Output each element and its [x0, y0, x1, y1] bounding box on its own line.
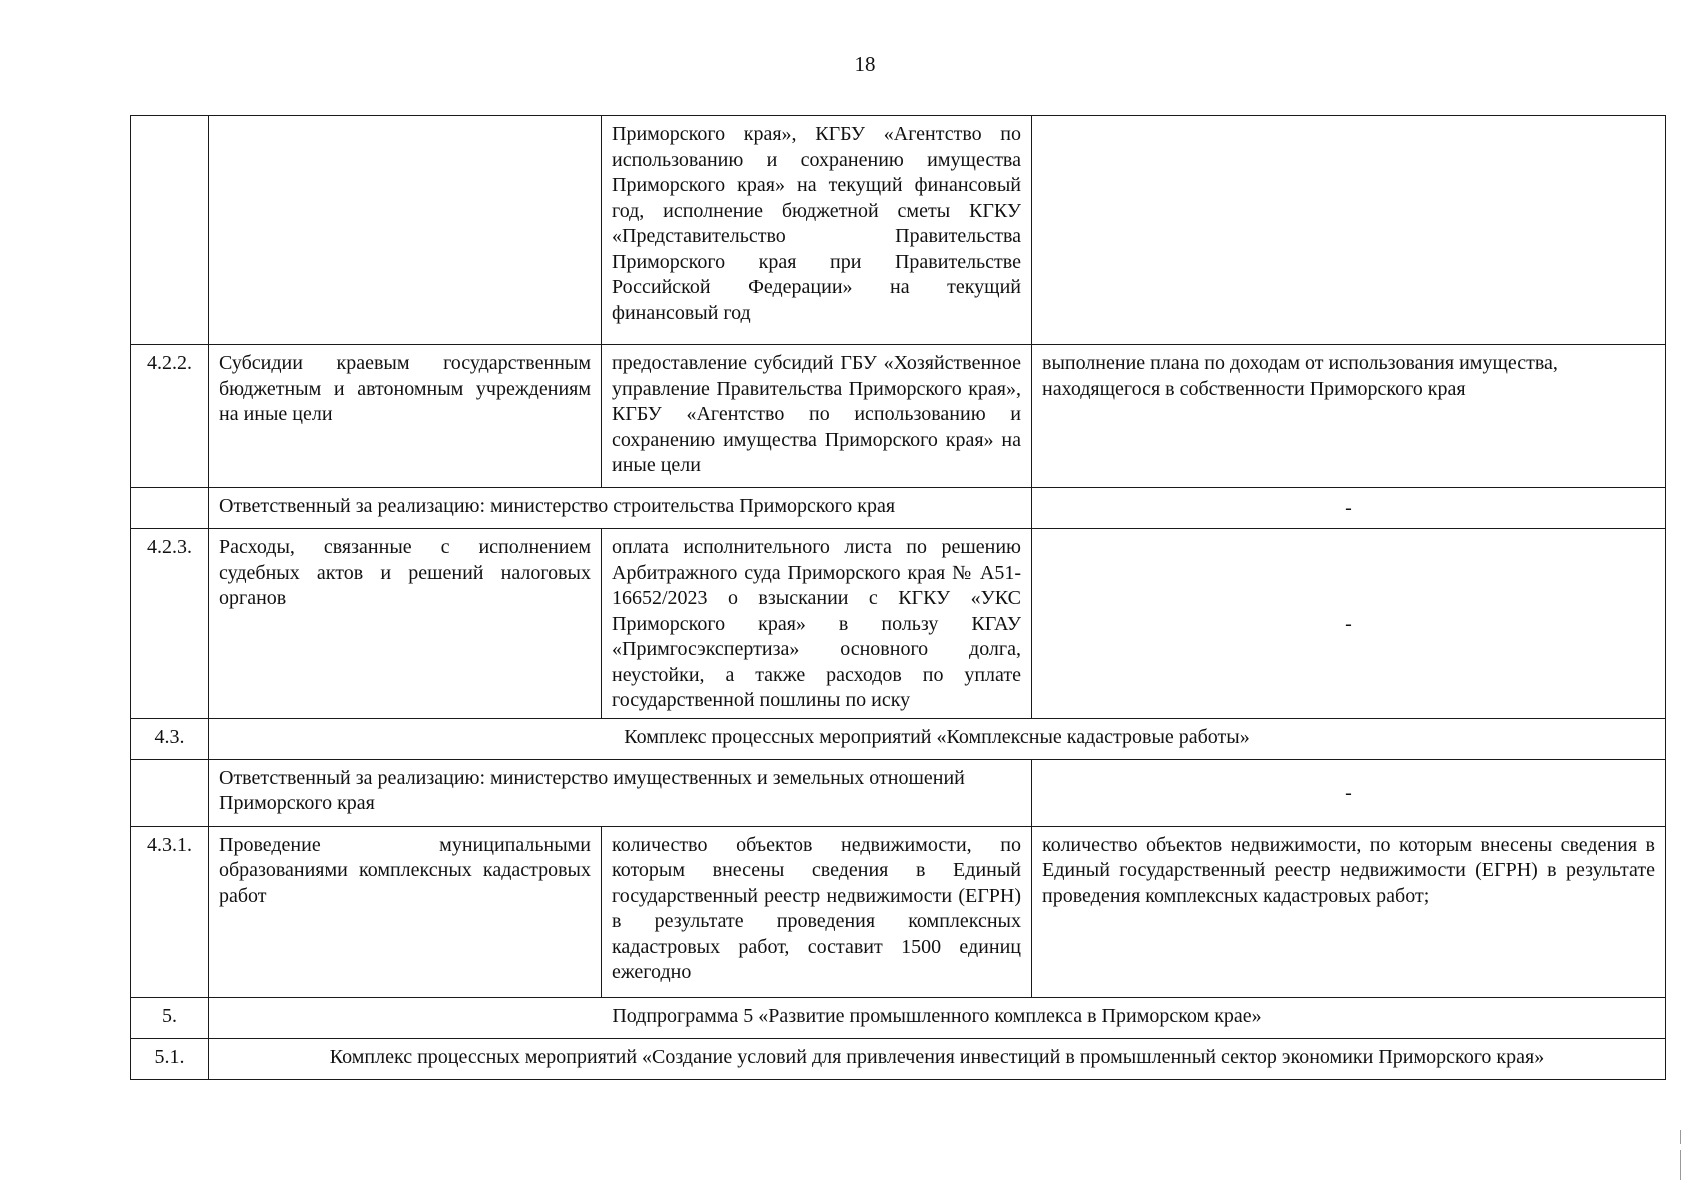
page-number: 18 [854, 52, 876, 76]
measure-result: - [1032, 529, 1666, 719]
row-number: 5. [131, 997, 209, 1038]
measure-action: оплата исполнительного листа по решению Арбитражного суда Приморского края № А51-16652/2023 о взыскании с КГКУ «УКС Приморского края» в пользу КГАУ «Примгосэкспертиза» основного долга, неустойки, а также расходов по уплате государственной пошлины по иску [602, 529, 1032, 719]
measures-table [130, 115, 1666, 1080]
scan-artifact-line [1680, 1150, 1681, 1180]
measure-name: Расходы, связанные с исполнением судебных актов и решений налоговых органов [209, 529, 602, 719]
section-row [131, 718, 1666, 759]
row-number: 4.2.2. [131, 345, 209, 488]
row-number: 5.1. [131, 1038, 209, 1079]
measure-name: Субсидии краевым государственным бюджетным и автономным учреждениям на иные цели [209, 345, 602, 488]
row-number [131, 116, 209, 345]
row-number: 4.3. [131, 718, 209, 759]
row-number: 4.3.1. [131, 826, 209, 997]
table-row [131, 826, 1666, 997]
table-row [131, 345, 1666, 488]
scan-artifact-line [1680, 1130, 1681, 1144]
section-row [131, 1038, 1666, 1079]
responsible-text: Ответственный за реализацию: министерство строительства Приморского края [209, 488, 1032, 529]
row-number [131, 488, 209, 529]
measure-action: Приморского края», КГБУ «Агентство по использованию и сохранению имущества Приморского края» на текущий финансовый год, исполнение бюджетной сметы КГКУ «Представительство Правительства Приморского края при Правительстве Российской Федерации» на текущий финансовый год [602, 116, 1032, 345]
measure-action: предоставление субсидий ГБУ «Хозяйственное управление Правительства Приморского края», КГБУ «Агентство по использованию и сохранению имущества Приморского края» на иные цели [602, 345, 1032, 488]
responsible-row [131, 759, 1666, 826]
responsible-text: Ответственный за реализацию: министерство имущественных и земельных отношений Приморского края [209, 759, 1032, 826]
measure-result [1032, 116, 1666, 345]
responsible-row [131, 488, 1666, 529]
row-number: 4.2.3. [131, 529, 209, 719]
measure-result: выполнение плана по доходам от использования имущества, находящегося в собственности Приморского края [1032, 345, 1666, 488]
measure-result: - [1032, 488, 1666, 529]
table-row [131, 116, 1666, 345]
row-number [131, 759, 209, 826]
section-title: Комплекс процессных мероприятий «Создание условий для привлечения инвестиций в промышленный сектор экономики Приморского края» [209, 1038, 1666, 1079]
section-title: Подпрограмма 5 «Развитие промышленного комплекса в Приморском крае» [209, 997, 1666, 1038]
measure-result: - [1032, 759, 1666, 826]
section-row [131, 997, 1666, 1038]
section-title: Комплекс процессных мероприятий «Комплексные кадастровые работы» [209, 718, 1666, 759]
measure-result: количество объектов недвижимости, по которым внесены сведения в Единый государственный реестр недвижимости (ЕГРН) в результате проведения комплексных кадастровых работ; [1032, 826, 1666, 997]
measure-name: Проведение муниципальными образованиями комплексных кадастровых работ [209, 826, 602, 997]
measure-name [209, 116, 602, 345]
table-row [131, 529, 1666, 719]
measure-action: количество объектов недвижимости, по которым внесены сведения в Единый государственный реестр недвижимости (ЕГРН) в результате проведения комплексных кадастровых работ, составит 1500 единиц ежегодно [602, 826, 1032, 997]
